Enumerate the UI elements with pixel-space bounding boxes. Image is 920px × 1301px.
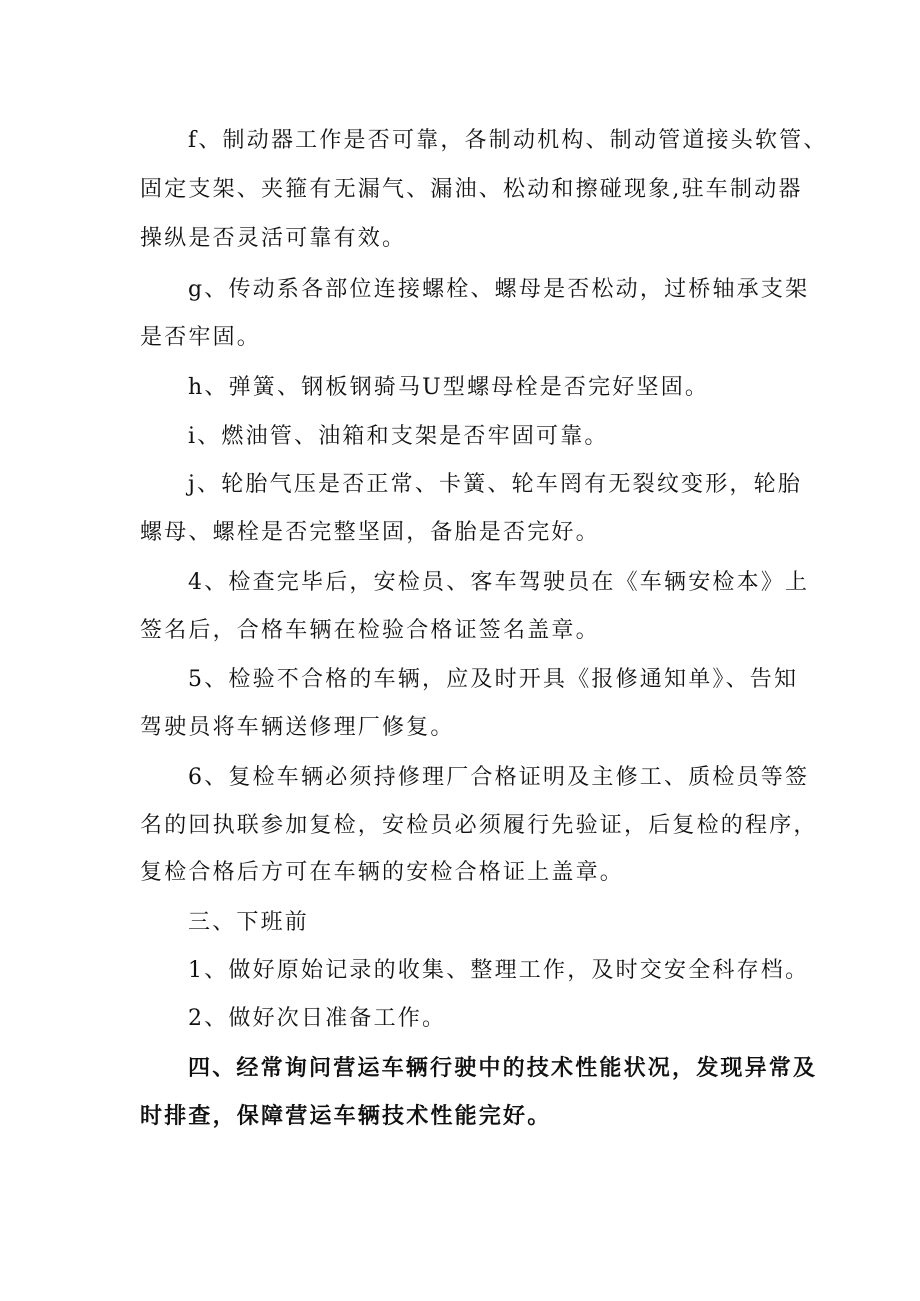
- paragraph-g-line-2: 是否牢固。: [140, 325, 262, 350]
- paragraph-5-line-1: 5、检验不合格的车辆，应及时开具《报修通知单》、告知: [188, 667, 799, 692]
- paragraph-g-line-1: g、传动系各部位连接螺栓、螺母是否松动，过桥轴承支架: [188, 277, 810, 302]
- paragraph-f-line-3: 操纵是否灵活可靠有效。: [140, 226, 407, 251]
- paragraph-4-line-2: 签名后，合格车辆在检验合格证签名盖章。: [140, 618, 600, 643]
- paragraph-f-line-1: f、制动器工作是否可靠，各制动机构、制动管道接头软管、: [188, 128, 828, 153]
- paragraph-6-line-1: 6、复检车辆必须持修理厂合格证明及主修工、质检员等签: [188, 765, 810, 790]
- paragraph-4-line-1: 4、检查完毕后，安检员、客车驾驶员在《车辆安检本》上: [188, 570, 810, 595]
- paragraph-6-line-2: 名的回执联参加复检，安检员必须履行先验证，后复检的程序，: [140, 813, 818, 838]
- paragraph-i: i、燃油管、油箱和支架是否牢固可靠。: [188, 424, 609, 449]
- paragraph-f-line-2: 固定支架、夹箍有无漏气、漏油、松动和擦碰现象,驻车制动器: [140, 177, 803, 202]
- paragraph-6-line-3: 复检合格后方可在车辆的安检合格证上盖章。: [140, 860, 625, 885]
- paragraph-j-line-2: 螺母、螺栓是否完整坚固，备胎是否完好。: [140, 520, 600, 545]
- paragraph-5-line-2: 驾驶员将车辆送修理厂修复。: [140, 715, 455, 740]
- section-heading-4-line-2: 时排查，保障营运车辆技术性能完好。: [140, 1103, 552, 1129]
- section-heading-3: 三、下班前: [188, 910, 310, 935]
- paragraph-3-1: 1、做好原始记录的收集、整理工作，及时交安全科存档。: [188, 958, 810, 983]
- paragraph-3-2: 2、做好次日准备工作。: [188, 1006, 447, 1031]
- section-heading-4-line-1: 四、经常询问营运车辆行驶中的技术性能状况，发现异常及: [188, 1055, 818, 1081]
- paragraph-j-line-1: j、轮胎气压是否正常、卡簧、轮车罔有无裂纹变形，轮胎: [188, 472, 803, 497]
- paragraph-h: h、弹簧、钢板钢骑马U型螺母栓是否完好坚固。: [188, 375, 710, 400]
